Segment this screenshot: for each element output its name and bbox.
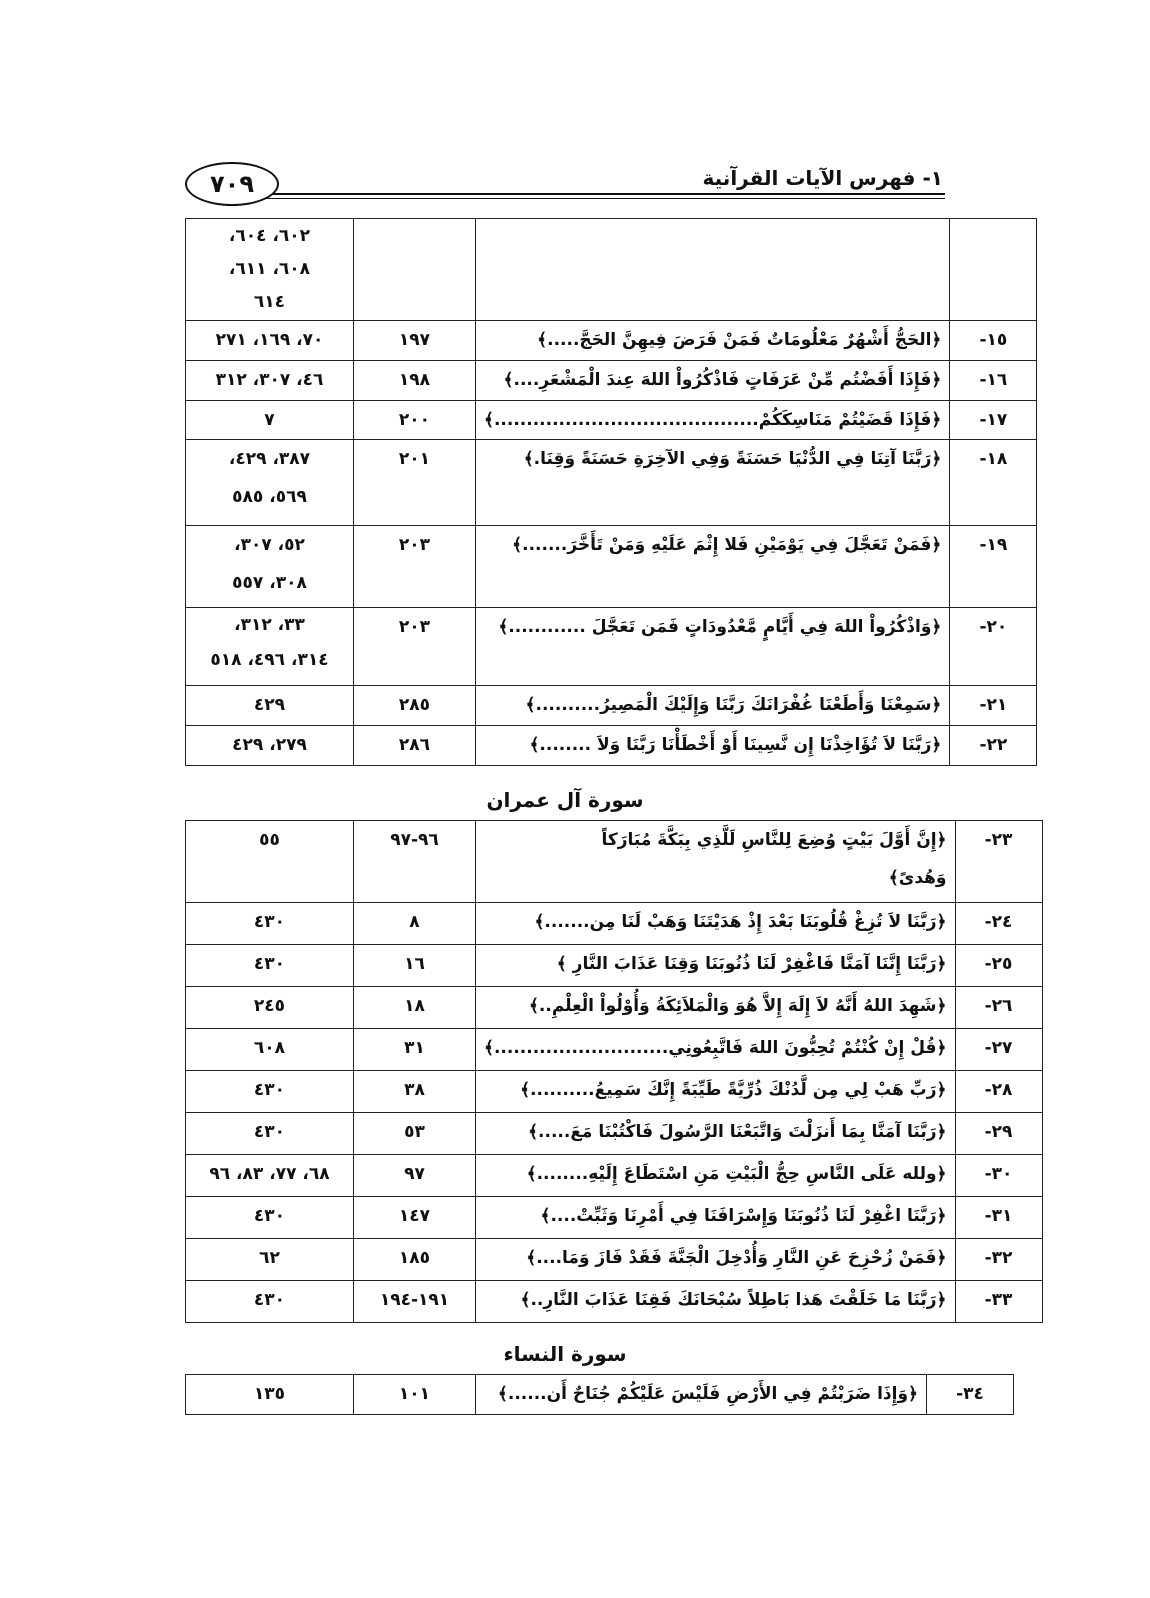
verse-ref: ٩٦-٩٧ [390, 830, 439, 850]
pages-line: ٤٣٠ [253, 1080, 286, 1100]
header-rule-thin [265, 198, 945, 199]
verse-number: ٢٥- [984, 954, 1013, 974]
verse-number: ٢٣- [984, 830, 1013, 850]
verse-text-continued: وَهُدىً﴾ [888, 868, 947, 888]
verse-text: ﴿رَبَّنَا آتِنَا فِي الدُّنْيَا حَسَنَةً وَفِي الآخِرَةِ حَسَنَةً وَقِنَا.﴾ [523, 449, 942, 469]
pages-line: ٤٢٩ [253, 695, 286, 715]
verse-ref: ١٨ [404, 996, 425, 1016]
pages-line: ٣١٤، ٤٩٦، ٥١٨ [210, 650, 329, 670]
table-row [186, 945, 1043, 987]
verse-number: ٢٧- [984, 1038, 1013, 1058]
table-row [186, 686, 1037, 726]
verse-ref: ٢٠٣ [398, 617, 431, 637]
pages-line: ١٣٥ [253, 1384, 286, 1404]
table-row [186, 608, 1037, 686]
verse-text: ﴿رَبَّنَا اغْفِرْ لَنَا ذُنُوبَنَا وَإِسْرَافَنَا فِي أَمْرِنَا وَثَبِّتْ....﴾ [540, 1206, 947, 1226]
table-row [186, 440, 1037, 526]
verse-number: ١٧- [979, 410, 1008, 430]
verse-text: ﴿رَبَّنَا لاَ تُزِغْ قُلُوبَنَا بَعْدَ إِذْ هَدَيْتَنَا وَهَبْ لَنَا مِن.......﴾ [534, 912, 947, 932]
verse-number: ١٩- [979, 535, 1008, 555]
verse-ref: ٢٨٥ [398, 695, 431, 715]
verse-text: ﴿رَبَّنَا آمَنَّا بِمَا أَنزَلْتَ وَاتَّبَعْنَا الرَّسُولَ فَاكْتُبْنَا مَعَ.....﴾ [528, 1122, 947, 1142]
table-row [186, 1155, 1043, 1197]
verse-text: ﴿رَبَّنَا مَا خَلَقْتَ هَذا بَاطِلاً سُبْحَانَكَ فَقِنَا عَذَابَ النَّارِ..﴾ [520, 1290, 947, 1310]
page-number: ٧٠٩ [185, 162, 279, 206]
verse-text: ﴿وَإِذَا ضَرَبْتُمْ فِي الأَرْضِ فَلَيْسَ عَلَيْكُمْ جُنَاحٌ أَن......﴾ [497, 1384, 918, 1404]
table-row [186, 1197, 1043, 1239]
verse-ref: ١٨٥ [398, 1248, 431, 1268]
pages-line: ٥٢، ٣٠٧، [234, 535, 305, 555]
verse-number: ٣٤- [956, 1384, 984, 1404]
verses-table-aal-imran [185, 820, 1043, 1323]
pages-line: ٤٣٠ [253, 1290, 286, 1310]
verse-text: ﴿الحَجُّ أَشْهُرٌ مَعْلُومَاتٌ فَمَنْ فَرَضَ فِيهِنَّ الحَجَّ.....﴾ [537, 330, 942, 350]
verse-number: ٣٠- [984, 1164, 1013, 1184]
table-row [186, 1239, 1043, 1281]
pages-line: ٦٢ [259, 1248, 280, 1268]
verse-text: ﴿فَمَنْ تَعَجَّلَ فِي يَوْمَيْنِ فَلا إِثْمَ عَلَيْهِ وَمَنْ تَأَخَّرَ.......﴾ [512, 535, 942, 555]
pages-line: ٢٧٩، ٤٢٩ [232, 735, 307, 755]
table-row-continuation [186, 219, 1037, 321]
verse-ref: ٨ [409, 912, 420, 932]
verses-table-nisa [185, 1374, 1014, 1415]
verse-ref: ١٤٧ [398, 1206, 431, 1226]
pages-line: ٦٠٢، ٦٠٤، [228, 226, 311, 246]
verse-number-cell [950, 219, 1037, 321]
verse-text: ﴿شَهِدَ اللهُ أَنَّهُ لاَ إِلَهَ إِلاَّ هُوَ وَالْمَلاَئِكَةُ وَأُوْلُواْ الْعِلْمِ..﴾ [528, 996, 947, 1016]
verse-number: ٢١- [979, 695, 1008, 715]
pages-line: ٤٣٠ [253, 1206, 286, 1226]
verse-number: ١٦- [979, 370, 1008, 390]
verse-text-cell [476, 219, 950, 321]
verse-text: ﴿فَمَنْ زُحْزِحَ عَنِ النَّارِ وَأُدْخِلَ الْجَنَّةَ فَقَدْ فَازَ وَمَا....﴾ [526, 1248, 947, 1268]
pages-line: ٣٨٧، ٤٢٩، [228, 449, 311, 469]
verse-text: ﴿ولله عَلَى النَّاسِ حِجُّ الْبَيْتِ مَنِ اسْتَطَاعَ إِلَيْهِ........﴾ [526, 1164, 947, 1184]
verse-ref-cell [354, 219, 476, 321]
table-row [186, 987, 1043, 1029]
verse-text: ﴿إِنَّ أَوَّلَ بَيْتٍ وُضِعَ لِلنَّاسِ لَلَّذِي بِبَكَّةَ مُبَارَكاً [601, 830, 947, 850]
verse-ref: ٢٠١ [398, 449, 431, 469]
verse-ref: ٩٧ [404, 1164, 425, 1184]
index-title: ١- فهرس الآيات القرآنية [702, 166, 943, 190]
pages-line: ٣٠٨، ٥٥٧ [232, 573, 307, 593]
pages-line: ٦٨، ٧٧، ٨٣، ٩٦ [209, 1164, 330, 1184]
pages-line: ٢٤٥ [253, 996, 286, 1016]
verse-text: ﴿رَبِّ هَبْ لِي مِن لَّدُنْكَ ذُرِّيَّةً طَيِّبَةً إِنَّكَ سَمِيعُ..........﴾ [520, 1080, 947, 1100]
verse-number: ١٨- [979, 449, 1008, 469]
verse-ref: ١٩٧ [398, 330, 431, 350]
table-row [186, 526, 1037, 608]
header-rule [265, 193, 945, 195]
verse-number: ٢٤- [984, 912, 1013, 932]
pages-line: ٦٠٨ [253, 1038, 286, 1058]
surah-heading-aal-imran: سورة آل عمران [486, 788, 644, 812]
verse-ref: ٥٣ [404, 1122, 425, 1142]
table-row [186, 1029, 1043, 1071]
verse-ref: ٢٠٣ [398, 535, 431, 555]
verse-ref: ١٩٨ [398, 370, 431, 390]
verse-text: ﴿سَمِعْنَا وَأَطَعْنَا غُفْرَانَكَ رَبَّنَا وَإِلَيْكَ الْمَصِيرُ..........﴾ [525, 695, 942, 715]
pages-line: ٤٦، ٣٠٧، ٣١٢ [215, 370, 324, 390]
table-row [186, 1281, 1043, 1323]
verse-ref: ١٦ [404, 954, 425, 974]
table-row [186, 1113, 1043, 1155]
pages-line: ٧٠، ١٦٩، ٢٧١ [215, 330, 324, 350]
pages-line: ٣٣، ٣١٢، [234, 615, 305, 635]
verse-ref: ١٠١ [398, 1384, 431, 1404]
verse-number: ١٥- [979, 330, 1008, 350]
pages-line: ٧ [264, 410, 275, 430]
table-row [186, 1375, 1014, 1415]
surah-heading-nisa: سورة النساء [503, 1342, 627, 1366]
verse-text: ﴿فَإِذَا قَضَيْتُمْ مَنَاسِكَكُمْ.........................................﴾ [484, 410, 942, 430]
verse-number: ٢٦- [984, 996, 1013, 1016]
pages-line: ٥٦٩، ٥٨٥ [232, 487, 307, 507]
verse-text: ﴿قُلْ إِنْ كُنْتُمْ تُحِبُّونَ اللهَ فَاتَّبِعُونِي...........................﴾ [484, 1038, 947, 1058]
verse-ref: ٣٨ [404, 1080, 425, 1100]
verse-number: ٢٨- [984, 1080, 1013, 1100]
verse-ref: ٣١ [404, 1038, 425, 1058]
verse-text: ﴿رَبَّنَا إِنَّنَا آمَنَّا فَاغْفِرْ لَنَا ذُنُوبَنَا وَقِنَا عَذَابَ النَّارِ ﴾ [556, 954, 947, 974]
pages-line: ٥٥ [259, 830, 280, 850]
pages-line: ٤٣٠ [253, 954, 286, 974]
table-row [186, 361, 1037, 401]
pages-cell [186, 219, 354, 321]
verse-ref: ٢٨٦ [398, 735, 431, 755]
table-row [186, 726, 1037, 766]
table-row [186, 1071, 1043, 1113]
verses-table-baqarah [185, 218, 1037, 766]
verse-number: ٢٠- [979, 617, 1008, 637]
table-row [186, 821, 1043, 903]
verse-text: ﴿رَبَّنَا لاَ تُؤَاخِذْنَا إِن نَّسِينَا أَوْ أَخْطَأْنَا رَبَّنَا وَلاَ ........﴾ [529, 735, 942, 755]
pages-line: ٤٣٠ [253, 1122, 286, 1142]
verse-ref: ٢٠٠ [398, 410, 431, 430]
table-row [186, 903, 1043, 945]
pages-line: ٦٠٨، ٦١١، [228, 259, 311, 279]
verse-number: ٢٢- [979, 735, 1008, 755]
verse-ref: ١٩١-١٩٤ [379, 1290, 450, 1310]
table-row [186, 321, 1037, 361]
pages-line: ٤٣٠ [253, 912, 286, 932]
verse-number: ٣٢- [984, 1248, 1013, 1268]
page-header [185, 160, 945, 218]
verse-number: ٢٩- [984, 1122, 1013, 1142]
table-row [186, 401, 1037, 440]
verse-number: ٣٣- [984, 1290, 1013, 1310]
verse-text: ﴿فَإِذَا أَفَضْتُم مِّنْ عَرَفَاتٍ فَاذْكُرُواْ اللهَ عِندَ الْمَشْعَرِ....﴾ [503, 370, 942, 390]
verse-text: ﴿وَاذْكُرُواْ اللهَ فِي أَيَّامٍ مَّعْدُودَاتٍ فَمَن تَعَجَّلَ ............﴾ [498, 617, 942, 637]
verse-number: ٣١- [984, 1206, 1013, 1226]
pages-line: ٦١٤ [253, 292, 286, 312]
